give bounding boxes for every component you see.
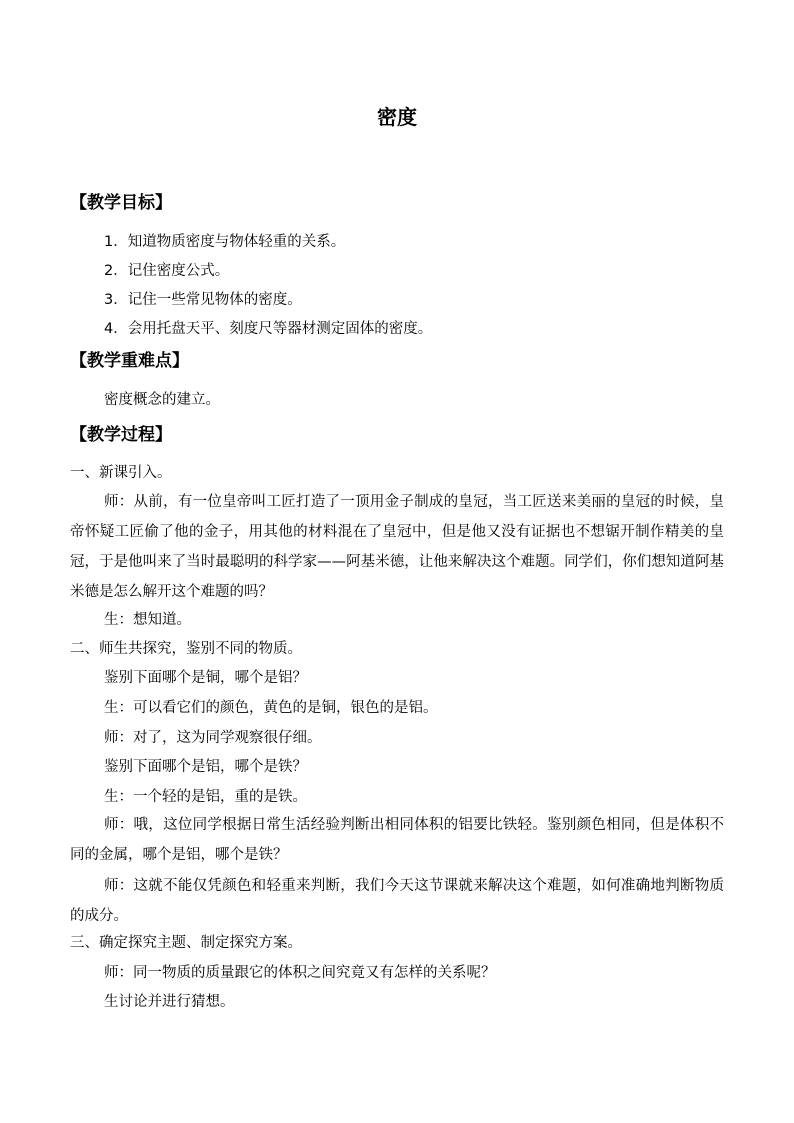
keypoint-text: 密度概念的建立。: [104, 392, 220, 408]
page-title: 密度: [377, 105, 417, 129]
process-paragraph: 师：哦，这位同学根据日常生活经验判断出相同体积的铝要比铁轻。鉴别颜色相同，但是体积不同的金属，哪个是铝，哪个是铁？: [70, 817, 724, 863]
process-line: 生：一个轻的是铝，重的是铁。: [104, 789, 307, 805]
process-line: 生：可以看它们的颜色，黄色的是铜，银色的是铝。: [104, 700, 438, 716]
process-line: 鉴别下面哪个是铜，哪个是铝？: [104, 670, 307, 686]
process-paragraph: 师：这就不能仅凭颜色和轻重来判断，我们今天这节课就来解决这个难题，如何准确地判断物质的成分。: [70, 878, 724, 924]
process-line: 生讨论并进行猜想。: [104, 994, 235, 1010]
process-line: 一、新课引入。: [70, 465, 172, 481]
section-heading-keypoints: 【教学重难点】: [70, 351, 189, 371]
goal-item: 1．知道物质密度与物体轻重的关系。: [104, 234, 346, 250]
process-line: 三、确定探究主题、制定探究方案。: [70, 935, 302, 951]
process-line: 鉴别下面哪个是铝，哪个是铁？: [104, 759, 307, 775]
goal-item: 3．记住一些常见物体的密度。: [104, 292, 302, 308]
process-line: 师：同一物质的质量跟它的体积之间究竟又有怎样的关系呢？: [104, 965, 496, 981]
process-line: 二、师生共探究，鉴别不同的物质。: [70, 641, 302, 657]
goal-item: 2．记住密度公式。: [104, 263, 230, 279]
goal-item: 4．会用托盘天平、刻度尺等器材测定固体的密度。: [104, 321, 433, 337]
section-heading-goals: 【教学目标】: [70, 193, 172, 213]
process-line: 生：想知道。: [104, 612, 191, 628]
process-line: 师：对了，这为同学观察很仔细。: [104, 730, 322, 746]
process-paragraph: 师：从前，有一位皇帝叫工匠打造了一顶用金子制成的皇冠，当工匠送来美丽的皇冠的时候，皇帝怀疑工匠偷了他的金子，用其他的材料混在了皇冠中，但是他又没有证据也不想锯开制作精美的皇冠，于是他叫来了当时最聪明的科学家——阿基米德，让他来解决这个难题。同学们，你们想知道阿基米德是怎么解开这个难题的吗？: [70, 494, 724, 600]
section-heading-process: 【教学过程】: [70, 425, 172, 445]
